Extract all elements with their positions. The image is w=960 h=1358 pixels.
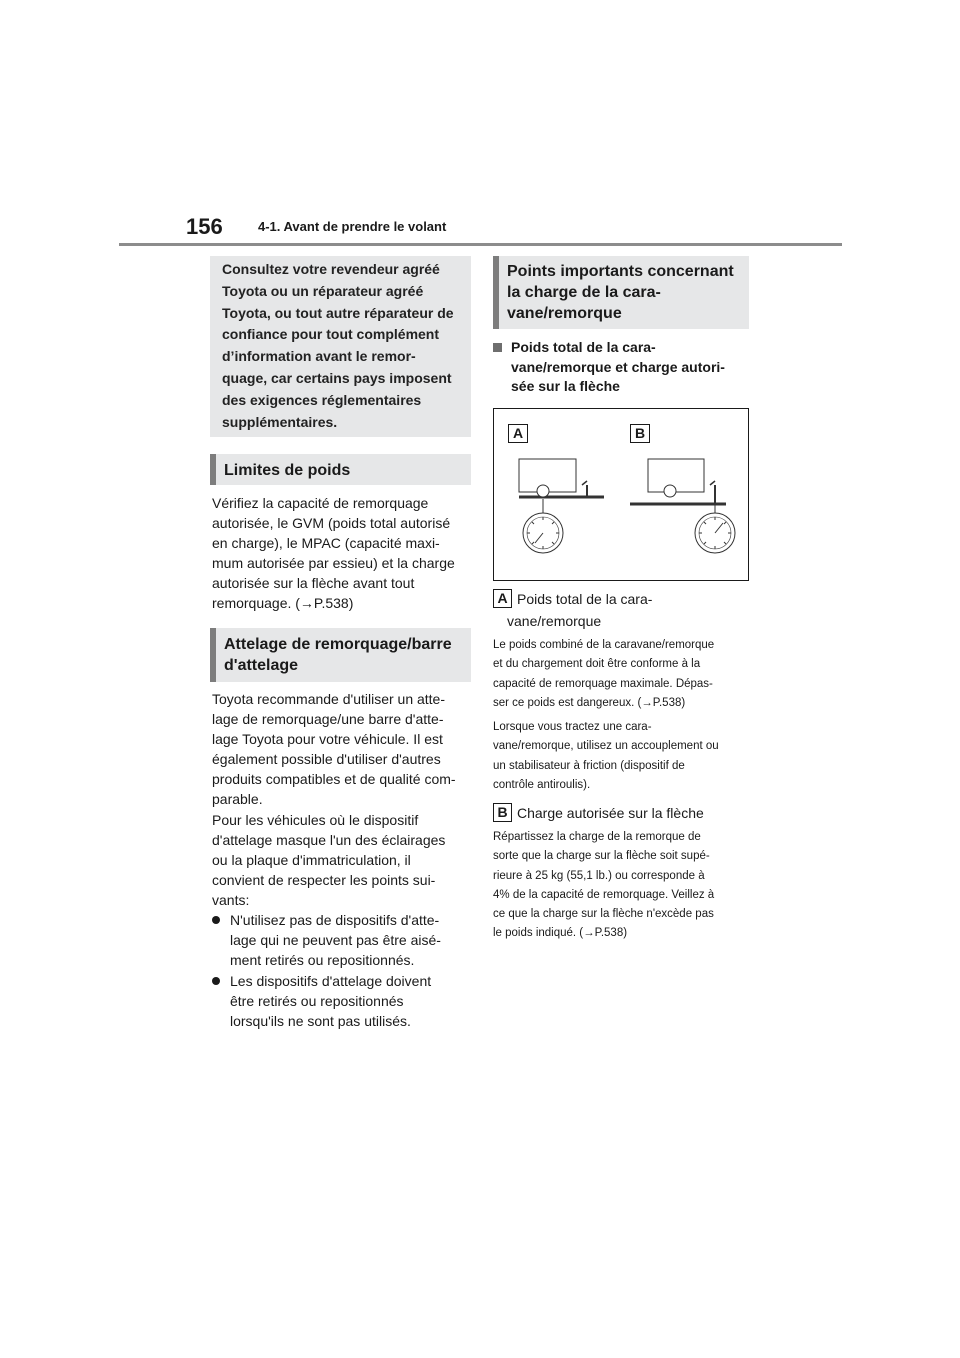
- text-line: Le poids combiné de la caravane/remorque: [493, 639, 715, 651]
- page-reference-link[interactable]: ser ce poids est dangereux. (→P.538): [493, 696, 686, 709]
- text-line: Vérifiez la capacité de remorquage: [212, 495, 429, 511]
- text-line: N'utilisez pas de dispositifs d'atte-: [230, 912, 440, 928]
- text-line: lage Toyota pour votre véhicule. Il est: [212, 731, 443, 747]
- hitch-paragraph-2: [212, 810, 445, 910]
- text-line: lage de remorquage/une barre d'atte-: [212, 711, 444, 727]
- info-line: confiance pour tout complément: [222, 326, 440, 343]
- text-line: rieure à 25 kg (55,1 lb.) ou corresponde à: [493, 869, 705, 882]
- text-line: vane/remorque, utilisez un accouplement ou: [493, 740, 719, 753]
- text-line: ce que la charge sur la flèche n'excède pas: [493, 908, 714, 921]
- text-line: Répartissez la charge de la remorque de: [493, 831, 701, 843]
- info-line: des exigences réglementaires: [222, 391, 422, 408]
- points-heading-line: Points importants concernant: [507, 263, 734, 280]
- limits-heading-text: Limites de poids: [224, 462, 351, 479]
- info-line: d’information avant le remor-: [222, 348, 416, 365]
- text-line: Toyota recommande d'utiliser un atte-: [212, 691, 446, 707]
- page-number: 156: [186, 214, 223, 239]
- trailer-a-icon: [519, 459, 604, 513]
- text-line: produits compatibles et de qualité com-: [212, 771, 456, 787]
- bullet-dot-icon: [212, 916, 220, 924]
- hitch-paragraph-1: [212, 689, 456, 809]
- text-line: Pour les véhicules où le dispositif: [212, 812, 419, 828]
- section-title: 4-1. Avant de prendre le volant: [258, 219, 447, 234]
- text-line: également possible d'utiliser d'autres: [212, 751, 441, 767]
- scale-gauge-b-icon: [695, 513, 735, 553]
- text-line: en charge), le MPAC (capacité maxi-: [212, 535, 440, 551]
- bullet-dot-icon: [212, 977, 220, 985]
- text-line: capacité de remorquage maximale. Dépas-: [493, 677, 713, 690]
- figure-tag-a: A: [508, 424, 528, 443]
- info-line: Consultez votre revendeur agréé: [222, 261, 440, 277]
- text-line: autorisée, le GVM (poids total autorisé: [212, 515, 451, 531]
- sub-title-line: Poids total de la cara-: [511, 339, 656, 355]
- info-line: Toyota ou un réparateur agréé: [222, 282, 424, 299]
- text-line: sorte que la charge sur la flèche soit supé-: [493, 850, 710, 863]
- info-line: quage, car certains pays imposent: [222, 369, 452, 386]
- text-line: autorisée sur la flèche avant tout: [212, 575, 415, 591]
- trailer-b-icon: [630, 459, 726, 513]
- info-line: supplémentaires.: [222, 413, 338, 430]
- scale-gauge-a-icon: [523, 513, 563, 553]
- text-line: lorsqu'ils ne sont pas utilisés.: [230, 1013, 411, 1029]
- text-line: parable.: [212, 791, 263, 807]
- label-line: Charge autorisée sur la flèche: [517, 805, 704, 821]
- page-reference-link[interactable]: le poids indiqué. (→P.538): [493, 927, 628, 940]
- text-line: mum autorisée par essieu) et la charge: [212, 555, 455, 571]
- text-line: lage qui ne peuvent pas être aisé-: [230, 932, 441, 948]
- hitch-heading: [210, 628, 471, 682]
- text-line: contrôle antiroulis).: [493, 778, 591, 791]
- label-line: vane/remorque: [507, 613, 602, 629]
- sub-title-line: vane/remorque et charge autori-: [511, 358, 725, 375]
- text-line: 4% de la capacité de remorquage. Veillez à: [493, 888, 715, 901]
- page-reference-link[interactable]: remorquage. (→P.538): [212, 595, 354, 611]
- text-line: convient de respecter les points sui-: [212, 872, 436, 888]
- sub-title-line: sée sur la flèche: [511, 378, 620, 394]
- text-line: être retirés ou repositionnés: [230, 993, 404, 1009]
- label-line: Poids total de la cara-: [517, 591, 653, 607]
- item-a-paragraph-2: [493, 718, 719, 795]
- text-line: ou la plaque d'immatriculation, il: [212, 852, 411, 868]
- hitch-heading-line: d'attelage: [224, 657, 299, 674]
- figure-tag-b: B: [630, 424, 650, 443]
- item-a-paragraph-1: [493, 636, 714, 713]
- text-line: et du chargement doit être conforme à la: [493, 658, 701, 671]
- text-line: Lorsque vous tractez une cara-: [493, 721, 652, 733]
- hitch-heading-line: Attelage de remorquage/barre: [224, 636, 452, 653]
- info-box: [210, 256, 471, 437]
- text-line: Les dispositifs d'attelage doivent: [230, 973, 432, 989]
- text-line: vants:: [212, 892, 250, 908]
- text-line: d'attelage masque l'un des éclairages: [212, 832, 446, 848]
- trailer-scales-illustration: [494, 409, 748, 580]
- item-a-tag: A: [493, 589, 512, 608]
- text-line: un stabilisateur à friction (dispositif de: [493, 759, 685, 772]
- points-heading: [493, 256, 749, 329]
- limits-paragraph: [212, 493, 455, 613]
- trailer-weight-figure: [493, 408, 749, 581]
- item-b-tag: B: [493, 803, 512, 822]
- limits-heading: [210, 454, 471, 485]
- text-line: ment retirés ou repositionnés.: [230, 952, 415, 968]
- square-bullet-icon: [493, 343, 502, 352]
- item-b-paragraph: [493, 828, 714, 944]
- info-line: Toyota, ou tout autre réparateur de: [222, 304, 454, 321]
- points-heading-line: vane/remorque: [507, 305, 622, 322]
- points-heading-line: la charge de la cara-: [507, 284, 661, 301]
- header-rule: [119, 243, 842, 246]
